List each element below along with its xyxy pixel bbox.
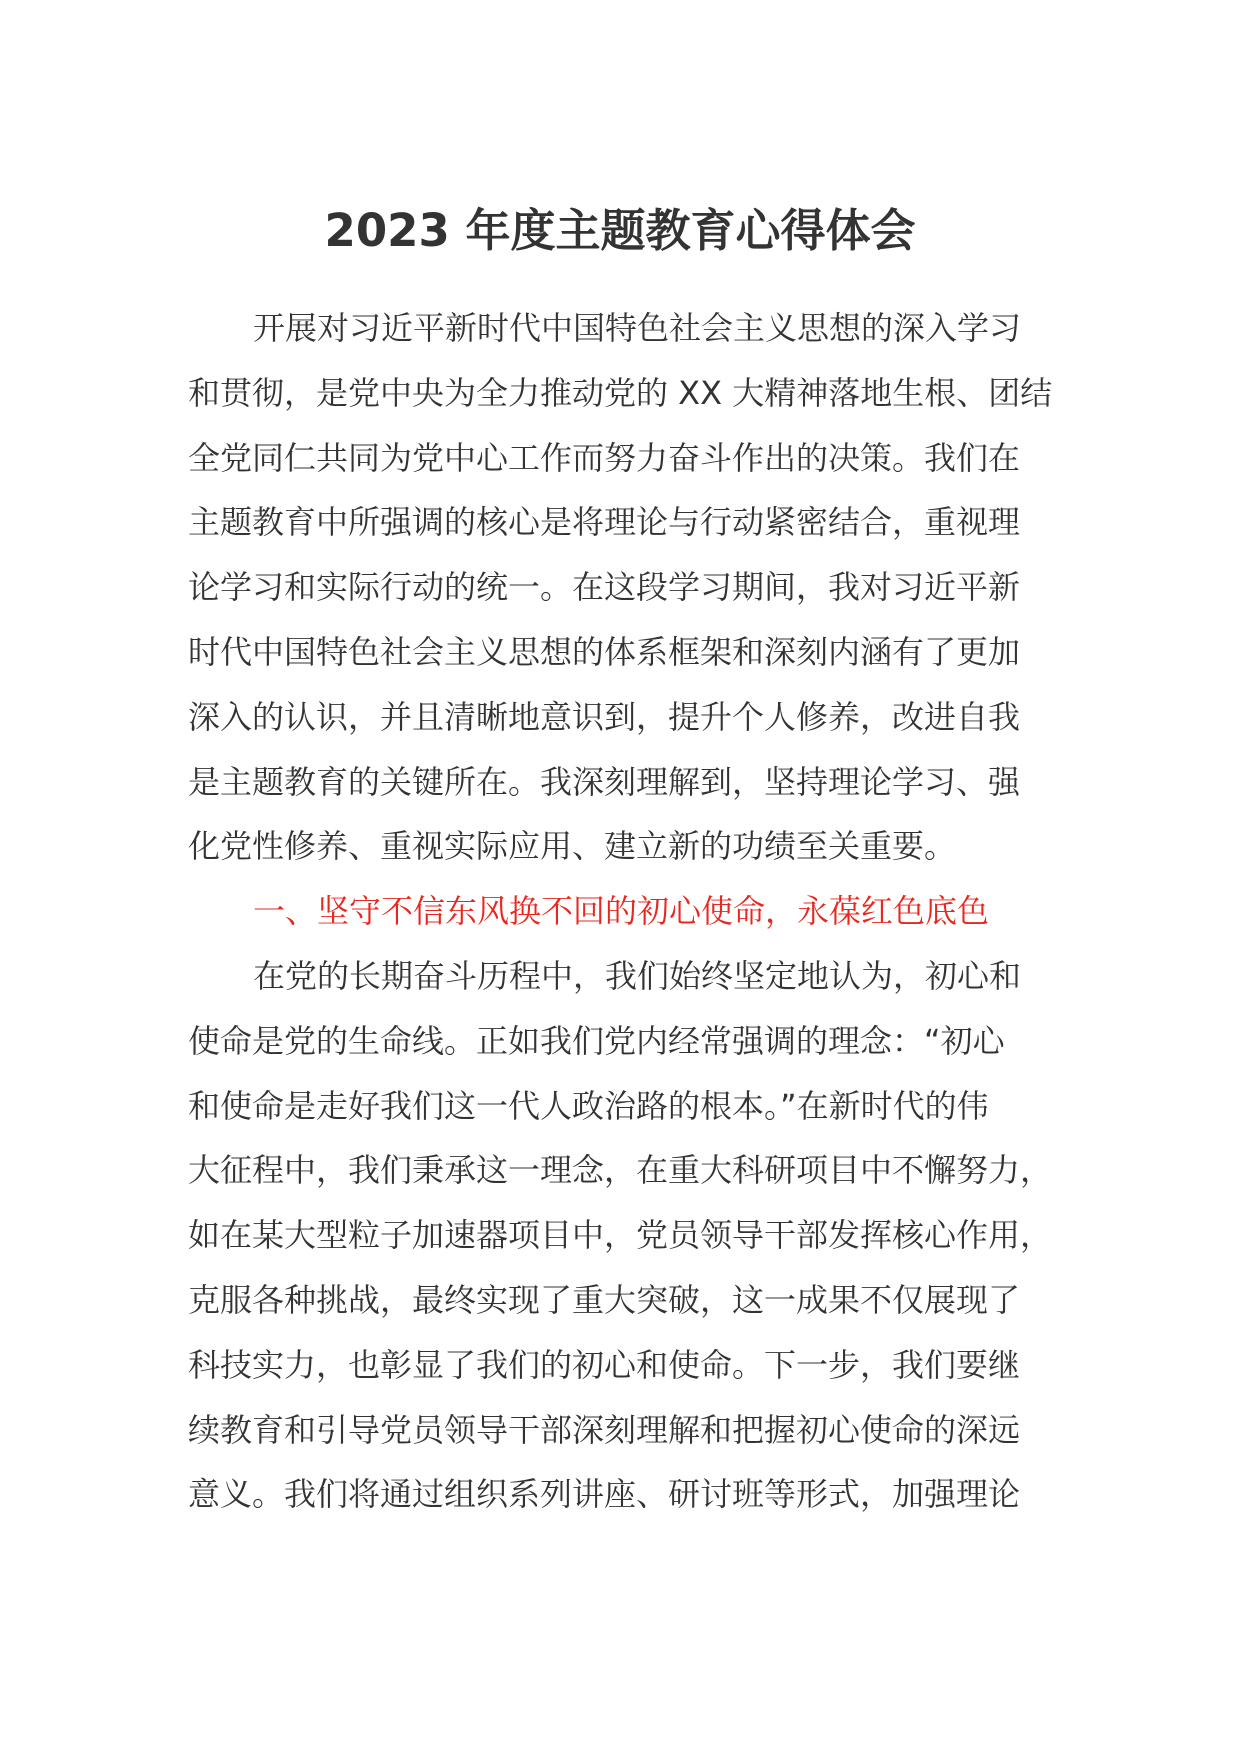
paragraph-1-line: 是主题教育的关键所在。我深刻理解到，坚持理论学习、强 [188,762,1021,801]
paragraph-2-line: 意义。我们将通过组织系列讲座、研讨班等形式，加强理论 [188,1475,1021,1514]
paragraph-2-line: 使命是党的生命线。正如我们党内经常强调的理念：“初心 [188,1021,1005,1060]
paragraph-2-line: 科技实力，也彰显了我们的初心和使命。下一步，我们要继 [188,1345,1021,1384]
paragraph-1-line: 开展对习近平新时代中国特色社会主义思想的深入学习 [253,309,1022,347]
paragraph-2-line: 在党的长期奋斗历程中，我们始终坚定地认为，初心和 [253,956,1022,995]
paragraph-1-line: 时代中国特色社会主义思想的体系框架和深刻内涵有了更加 [188,632,1021,671]
document-body [188,296,1053,1527]
paragraph-2-line: 和使命是走好我们这一代人政治路的根本。”在新时代的伟 [188,1086,989,1125]
paragraph-2-line: 克服各种挑战，最终实现了重大突破，这一成果不仅展现了 [188,1280,1021,1319]
paragraph-1-line: 和贯彻，是党中央为全力推动党的 XX 大精神落地生根、团结 [188,373,1053,412]
document-title: 2023 年度主题教育心得体会 [324,204,916,257]
paragraph-1-line: 论学习和实际行动的统一。在这段学习期间，我对习近平新 [188,568,1021,607]
section-heading: 一、坚守不信东风换不回的初心使命，永葆红色底色 [253,892,990,931]
paragraph-2-line: 续教育和引导党员领导干部深刻理解和把握初心使命的深远 [188,1410,1021,1449]
paragraph-1-line: 深入的认识，并且清晰地意识到，提升个人修养，改进自我 [188,697,1021,736]
paragraph-1-line: 全党同仁共同为党中心工作而努力奋斗作出的决策。我们在 [188,438,1021,477]
paragraph-2-line: 大征程中，我们秉承这一理念，在重大科研项目中不懈努力， [188,1151,1053,1190]
paragraph-2-line: 如在某大型粒子加速器项目中，党员领导干部发挥核心作用， [188,1216,1053,1255]
paragraph-1-line: 主题教育中所强调的核心是将理论与行动紧密结合，重视理 [188,503,1021,542]
paragraph-1-line: 化党性修养、重视实际应用、建立新的功绩至关重要。 [188,827,957,866]
